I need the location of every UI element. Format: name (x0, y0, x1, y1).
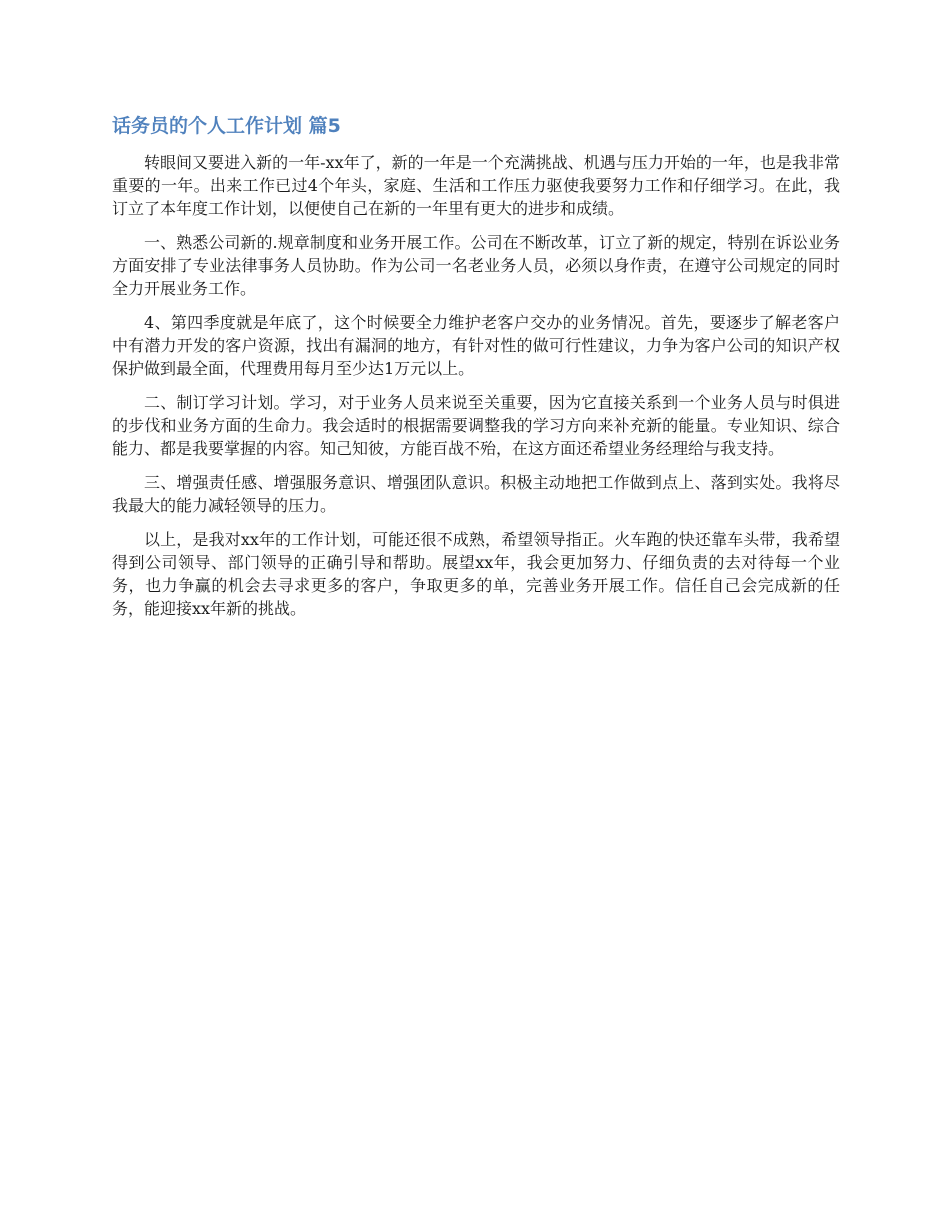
paragraph-q4: 4、第四季度就是年底了，这个时候要全力维护老客户交办的业务情况。首先，要逐步了解老客户中有潜力开发的客户资源，找出有漏洞的地方，有针对性的做可行性建议，力争为客户公司的知识产权保护做到最全面，代理费用每月至少达1万元以上。 (112, 313, 840, 378)
paragraph-rules: 一、熟悉公司新的.规章制度和业务开展工作。公司在不断改革，订立了新的规定，特别在诉讼业务方面安排了专业法律事务人员协助。作为公司一名老业务人员，必须以身作责，在遵守公司规定的同时全力开展业务工作。 (112, 233, 840, 298)
document-title: 话务员的个人工作计划 篇5 (112, 115, 341, 137)
document-page (112, 112, 840, 631)
paragraph-conclusion: 以上，是我对xx年的工作计划，可能还很不成熟，希望领导指正。火车跑的快还靠车头带，我希望得到公司领导、部门领导的正确引导和帮助。展望xx年，我会更加努力、仔细负责的去对待每一个业务，也力争赢的机会去寻求更多的客户，争取更多的单，完善业务开展工作。信任自己会完成新的任务，能迎接xx年新的挑战。 (112, 530, 840, 618)
paragraph-intro: 转眼间又要进入新的一年-xx年了，新的一年是一个充满挑战、机遇与压力开始的一年，也是我非常重要的一年。出来工作已过4个年头，家庭、生活和工作压力驱使我要努力工作和仔细学习。在此，我订立了本年度工作计划，以便使自己在新的一年里有更大的进步和成绩。 (112, 153, 840, 218)
paragraph-study-plan: 二、制订学习计划。学习，对于业务人员来说至关重要，因为它直接关系到一个业务人员与时俱进的步伐和业务方面的生命力。我会适时的根据需要调整我的学习方向来补充新的能量。专业知识、综合能力、都是我要掌握的内容。知己知彼，方能百战不殆，在这方面还希望业务经理给与我支持。 (112, 393, 840, 458)
paragraph-responsibility: 三、增强责任感、增强服务意识、增强团队意识。积极主动地把工作做到点上、落到实处。我将尽我最大的能力减轻领导的压力。 (112, 473, 840, 515)
